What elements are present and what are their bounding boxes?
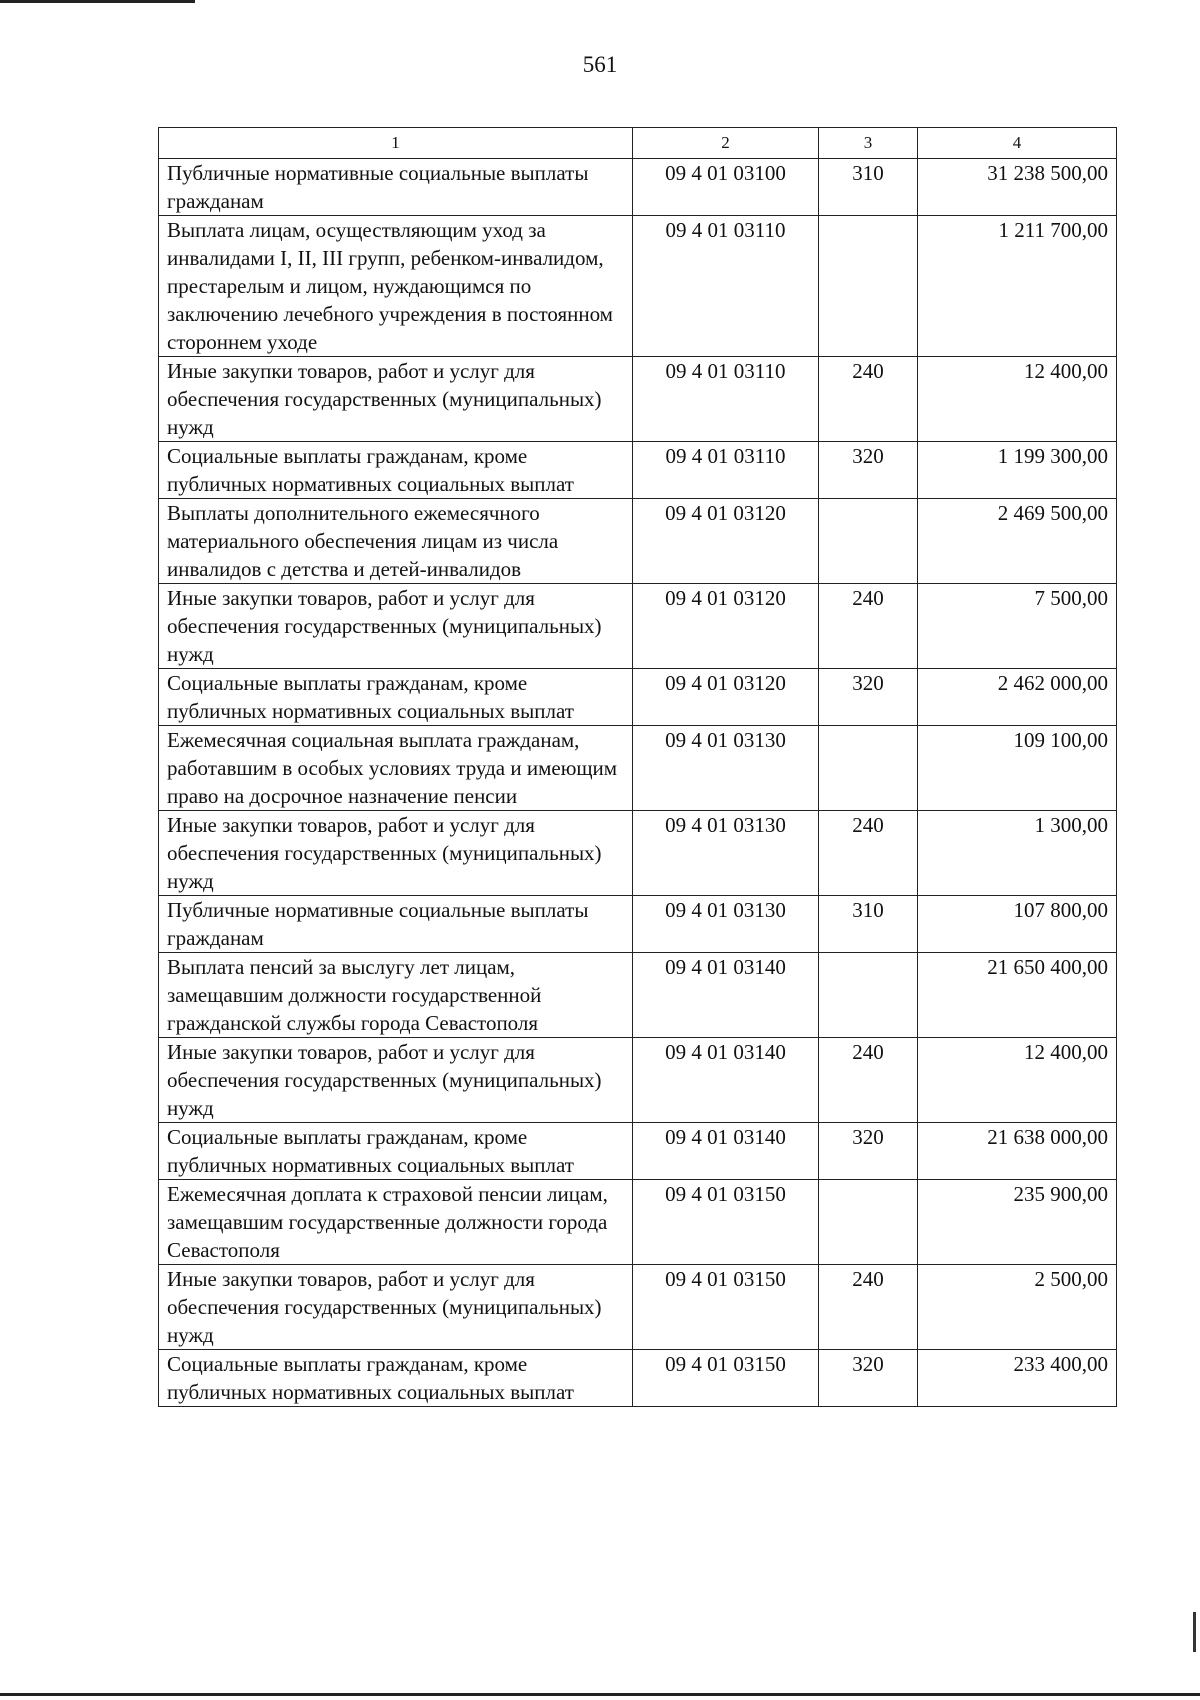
table-row — [159, 442, 1117, 499]
table-row — [159, 1180, 1117, 1265]
row-sum-cell: 109 100,00 — [918, 726, 1117, 811]
header-col-2: 2 — [633, 128, 819, 159]
scan-edge-right — [1193, 1612, 1196, 1652]
row-name-cell: Иные закупки товаров, работ и услуг для обеспечения государственных (муниципальных) нужд — [159, 811, 633, 896]
scan-edge-bottom — [0, 1693, 1200, 1696]
scan-edge-top — [0, 0, 195, 3]
row-code-cell: 09 4 01 03150 — [633, 1180, 819, 1265]
row-type-cell — [819, 216, 918, 357]
row-name-cell: Выплата пенсий за выслугу лет лицам, замещавшим должности государственной гражданской службы города Севастополя — [159, 953, 633, 1038]
row-type-cell: 320 — [819, 669, 918, 726]
row-sum-cell: 1 199 300,00 — [918, 442, 1117, 499]
row-name-cell: Социальные выплаты гражданам, кроме публичных нормативных социальных выплат — [159, 442, 633, 499]
table-row — [159, 726, 1117, 811]
row-sum-cell: 12 400,00 — [918, 357, 1117, 442]
budget-table — [158, 127, 1117, 1407]
table-row — [159, 159, 1117, 216]
table-row — [159, 1350, 1117, 1407]
row-code-cell: 09 4 01 03130 — [633, 896, 819, 953]
row-sum-cell: 107 800,00 — [918, 896, 1117, 953]
row-sum-cell: 1 300,00 — [918, 811, 1117, 896]
row-name-cell: Публичные нормативные социальные выплаты гражданам — [159, 896, 633, 953]
row-name-cell: Ежемесячная доплата к страховой пенсии лицам, замещавшим государственные должности города Севастополя — [159, 1180, 633, 1265]
table-body — [159, 159, 1117, 1407]
row-type-cell: 310 — [819, 159, 918, 216]
table-row — [159, 1265, 1117, 1350]
table-row — [159, 1123, 1117, 1180]
row-sum-cell: 235 900,00 — [918, 1180, 1117, 1265]
row-type-cell — [819, 1180, 918, 1265]
row-code-cell: 09 4 01 03120 — [633, 499, 819, 584]
row-name-cell: Социальные выплаты гражданам, кроме публичных нормативных социальных выплат — [159, 1350, 633, 1407]
row-code-cell: 09 4 01 03130 — [633, 811, 819, 896]
row-code-cell: 09 4 01 03140 — [633, 1038, 819, 1123]
row-code-cell: 09 4 01 03100 — [633, 159, 819, 216]
row-type-cell: 240 — [819, 811, 918, 896]
row-name-cell: Выплата лицам, осуществляющим уход за инвалидами I, II, III групп, ребенком-инвалидом, престарелым и лицом, нуждающимся по заключению лечебного учреждения в постоянном стороннем уходе — [159, 216, 633, 357]
table-row — [159, 953, 1117, 1038]
row-name-cell: Публичные нормативные социальные выплаты гражданам — [159, 159, 633, 216]
row-type-cell: 320 — [819, 1350, 918, 1407]
table-row — [159, 1038, 1117, 1123]
row-type-cell: 310 — [819, 896, 918, 953]
row-sum-cell: 21 650 400,00 — [918, 953, 1117, 1038]
row-sum-cell: 2 462 000,00 — [918, 669, 1117, 726]
row-name-cell: Иные закупки товаров, работ и услуг для обеспечения государственных (муниципальных) нужд — [159, 1265, 633, 1350]
row-sum-cell: 1 211 700,00 — [918, 216, 1117, 357]
row-code-cell: 09 4 01 03150 — [633, 1350, 819, 1407]
row-type-cell — [819, 726, 918, 811]
row-sum-cell: 2 469 500,00 — [918, 499, 1117, 584]
header-col-4: 4 — [918, 128, 1117, 159]
table-row — [159, 811, 1117, 896]
row-sum-cell: 7 500,00 — [918, 584, 1117, 669]
row-code-cell: 09 4 01 03140 — [633, 953, 819, 1038]
row-sum-cell: 31 238 500,00 — [918, 159, 1117, 216]
row-code-cell: 09 4 01 03150 — [633, 1265, 819, 1350]
table-row — [159, 499, 1117, 584]
row-code-cell: 09 4 01 03120 — [633, 669, 819, 726]
page-number: 561 — [582, 52, 618, 77]
row-name-cell: Социальные выплаты гражданам, кроме публичных нормативных социальных выплат — [159, 1123, 633, 1180]
row-sum-cell: 21 638 000,00 — [918, 1123, 1117, 1180]
table-row — [159, 357, 1117, 442]
row-code-cell: 09 4 01 03120 — [633, 584, 819, 669]
table-row — [159, 669, 1117, 726]
row-name-cell: Иные закупки товаров, работ и услуг для обеспечения государственных (муниципальных) нужд — [159, 1038, 633, 1123]
header-row — [159, 128, 1117, 159]
row-name-cell: Ежемесячная социальная выплата гражданам, работавшим в особых условиях труда и имеющим право на досрочное назначение пенсии — [159, 726, 633, 811]
row-name-cell: Социальные выплаты гражданам, кроме публичных нормативных социальных выплат — [159, 669, 633, 726]
row-type-cell: 240 — [819, 1038, 918, 1123]
row-sum-cell: 12 400,00 — [918, 1038, 1117, 1123]
row-type-cell: 240 — [819, 584, 918, 669]
row-type-cell — [819, 499, 918, 584]
row-name-cell: Выплаты дополнительного ежемесячного материального обеспечения лицам из числа инвалидов с детства и детей-инвалидов — [159, 499, 633, 584]
row-type-cell: 240 — [819, 357, 918, 442]
table-row — [159, 584, 1117, 669]
table-header — [159, 128, 1117, 159]
row-code-cell: 09 4 01 03110 — [633, 357, 819, 442]
header-col-3: 3 — [819, 128, 918, 159]
row-sum-cell: 233 400,00 — [918, 1350, 1117, 1407]
header-col-1: 1 — [159, 128, 633, 159]
row-name-cell: Иные закупки товаров, работ и услуг для обеспечения государственных (муниципальных) нужд — [159, 584, 633, 669]
table-row — [159, 216, 1117, 357]
row-type-cell: 320 — [819, 1123, 918, 1180]
row-name-cell: Иные закупки товаров, работ и услуг для обеспечения государственных (муниципальных) нужд — [159, 357, 633, 442]
row-type-cell: 240 — [819, 1265, 918, 1350]
row-type-cell — [819, 953, 918, 1038]
row-code-cell: 09 4 01 03140 — [633, 1123, 819, 1180]
row-type-cell: 320 — [819, 442, 918, 499]
row-code-cell: 09 4 01 03110 — [633, 442, 819, 499]
row-code-cell: 09 4 01 03130 — [633, 726, 819, 811]
table-row — [159, 896, 1117, 953]
row-code-cell: 09 4 01 03110 — [633, 216, 819, 357]
row-sum-cell: 2 500,00 — [918, 1265, 1117, 1350]
